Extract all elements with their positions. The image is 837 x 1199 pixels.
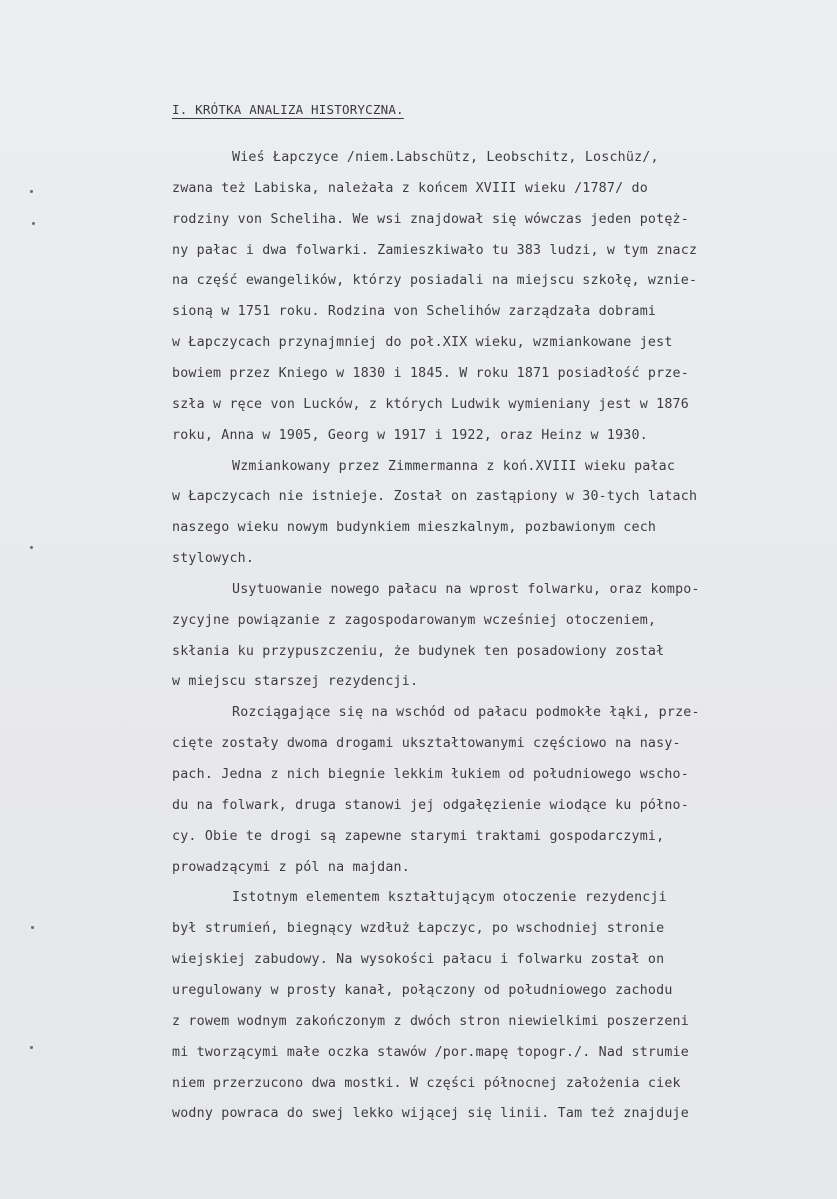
text-line: mi tworzącymi małe oczka stawów /por.mapę topogr./. Nad strumie <box>172 1044 689 1060</box>
text-line: pach. Jedna z nich biegnie lekkim łukiem od południowego wscho- <box>172 767 689 782</box>
text-line: bowiem przez Kniego w 1830 i 1845. W roku 1871 posiadłość prze- <box>172 365 689 381</box>
text-line: w miejscu starszej rezydencji. <box>172 674 419 690</box>
margin-mark <box>32 222 35 225</box>
text-line: był strumień, biegnący wzdłuż Łapczyc, po wschodniej stronie <box>172 921 665 937</box>
text-line: zycyjne powiązanie z zagospodarowanym wcześniej otoczeniem, <box>172 612 657 628</box>
section-heading: I. KRÓTKA ANALIZA HISTORYCZNA. <box>172 102 404 117</box>
text-line: niem przerzucono dwa mostki. W części północnej założenia ciek <box>172 1075 681 1091</box>
text-line: skłania ku przypuszczeniu, że budynek ten posadowiony został <box>172 643 665 659</box>
text-line: zwana też Labiska, należała z końcem XVIII wieku /1787/ do <box>172 180 648 196</box>
text-line: w Łapczycach nie istnieje. Został on zastąpiony w 30-tych latach <box>172 489 698 505</box>
text-line: du na folwark, druga stanowi jej odgałęzienie wiodące ku półno- <box>172 797 689 813</box>
text-line: Rozciągające się na wschód od pałacu podmokłe łąki, prze- <box>232 705 700 721</box>
text-line: wodny powraca do swej lekko wijącej się linii. Tam też znajduje <box>172 1106 689 1122</box>
margin-mark <box>30 546 33 549</box>
text-line: rodziny von Scheliha. We wsi znajdował się wówczas jeden potęż- <box>172 211 689 227</box>
margin-mark <box>30 1046 33 1049</box>
text-line: naszego wieku nowym budynkiem mieszkalnym, pozbawionym cech <box>172 520 657 536</box>
margin-mark <box>30 190 33 193</box>
text-line: prowadzącymi z pól na majdan. <box>172 859 410 875</box>
margin-mark <box>31 926 34 929</box>
text-line: z rowem wodnym zakończonym z dwóch stron niewielkimi poszerzeni <box>172 1013 689 1029</box>
text-line: wiejskiej zabudowy. Na wysokości pałacu i folwarku został on <box>172 952 665 968</box>
text-line: stylowych. <box>172 551 255 567</box>
text-line: uregulowany w prosty kanał, połączony od południowego zachodu <box>172 982 673 998</box>
text-line: cięte zostały dwoma drogami ukształtowanymi częściowo na nasy- <box>172 736 681 752</box>
text-line: cy. Obie te drogi są zapewne starymi traktami gospodarczymi, <box>172 828 665 844</box>
text-line: sioną w 1751 roku. Rodzina von Schelihów zarządzała dobrami <box>172 304 657 320</box>
text-line: Istotnym elementem kształtującym otoczenie rezydencji <box>232 890 667 906</box>
text-line: roku, Anna w 1905, Georg w 1917 i 1922, oraz Heinz w 1930. <box>172 427 648 443</box>
text-line: ny pałac i dwa folwarki. Zamieszkiwało tu 383 ludzi, w tym znacz <box>172 242 698 258</box>
text-line: w Łapczycach przynajmniej do poł.XIX wieku, wzmiankowane jest <box>172 335 673 351</box>
text-line: na część ewangelików, którzy posiadali na miejscu szkołę, wznie- <box>172 273 698 289</box>
text-line: Wzmiankowany przez Zimmermanna z koń.XVIII wieku pałac <box>232 458 676 474</box>
text-line: Wieś Łapczyce /niem.Labschütz, Leobschitz, Loschüz/, <box>232 150 659 165</box>
text-line: szła w ręce von Lucków, z których Ludwik wymieniany jest w 1876 <box>172 396 689 412</box>
text-line: Usytuowanie nowego pałacu na wprost folwarku, oraz kompo- <box>232 581 700 597</box>
